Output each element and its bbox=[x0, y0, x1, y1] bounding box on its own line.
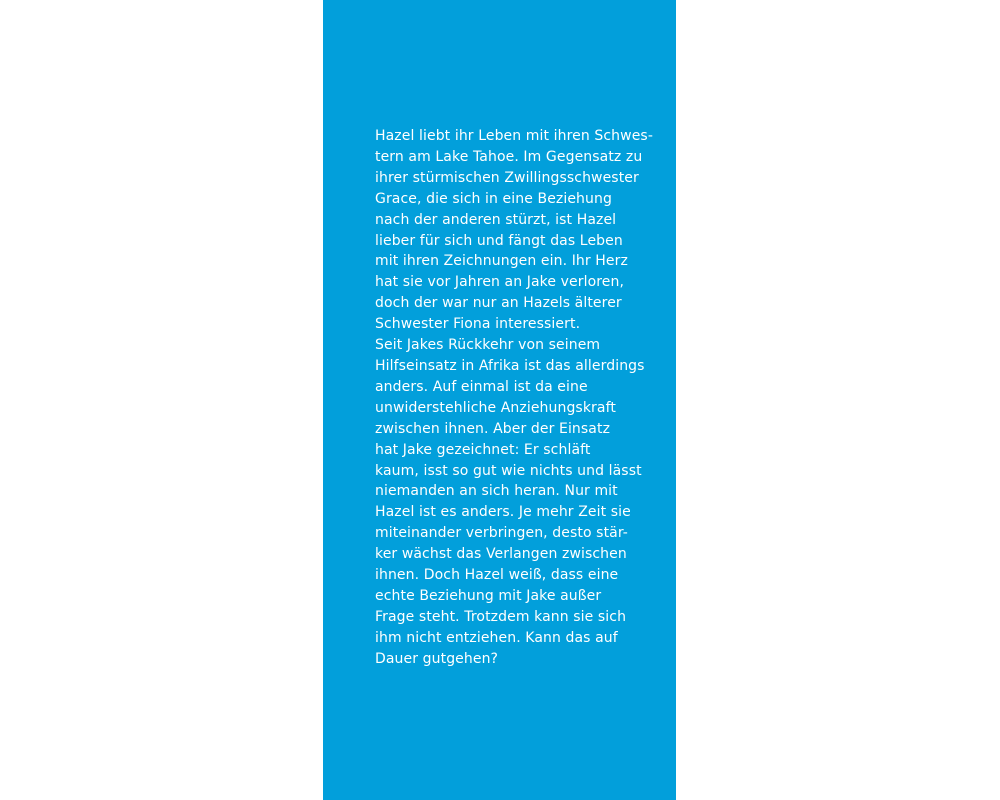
blurb-line: ihrer stürmischen Zwillingsschwester bbox=[375, 169, 639, 186]
blurb-line: Hilfseinsatz in Afrika ist das allerdings bbox=[375, 357, 645, 374]
blurb-line: Grace, die sich in eine Beziehung bbox=[375, 190, 612, 207]
blurb-line: Frage steht. Trotzdem kann sie sich bbox=[375, 608, 627, 625]
blurb-line: ihnen. Doch Hazel weiß, dass eine bbox=[375, 567, 619, 584]
blurb-line: tern am Lake Tahoe. Im Gegensatz zu bbox=[375, 148, 643, 165]
blurb-line: anders. Auf einmal ist da eine bbox=[375, 378, 588, 395]
blurb-line: echte Beziehung mit Jake außer bbox=[375, 587, 602, 604]
blurb-line: Seit Jakes Rückkehr von seinem bbox=[375, 337, 601, 354]
blurb-line: ihm nicht entziehen. Kann das auf bbox=[375, 629, 618, 646]
blurb-line: Hazel ist es anders. Je mehr Zeit sie bbox=[375, 504, 631, 521]
blurb-line: hat Jake gezeichnet: Er schläft bbox=[375, 441, 591, 458]
blurb-line: Hazel liebt ihr Leben mit ihren Schwes- bbox=[375, 128, 653, 144]
blurb-line: unwiderstehliche Anziehungskraft bbox=[375, 399, 616, 416]
blurb-line: Dauer gutgehen? bbox=[375, 650, 499, 667]
blurb-line: niemanden an sich heran. Nur mit bbox=[375, 483, 618, 500]
blurb-line: mit ihren Zeichnungen ein. Ihr Herz bbox=[375, 253, 628, 270]
blurb-line: hat sie vor Jahren an Jake verloren, bbox=[375, 274, 625, 291]
blurb-line: lieber für sich und fängt das Leben bbox=[375, 232, 623, 249]
blurb-line: kaum, isst so gut wie nichts und lässt bbox=[375, 462, 642, 479]
blurb-line: zwischen ihnen. Aber der Einsatz bbox=[375, 420, 611, 437]
blurb-line: miteinander verbringen, desto stär- bbox=[375, 525, 628, 542]
blurb-line: nach der anderen stürzt, ist Hazel bbox=[375, 211, 617, 228]
back-cover-page bbox=[323, 0, 676, 800]
blurb-line: Schwester Fiona interessiert. bbox=[375, 316, 581, 333]
blurb-line: doch der war nur an Hazels älterer bbox=[375, 295, 622, 312]
blurb-line: ker wächst das Verlangen zwischen bbox=[375, 546, 627, 563]
blurb-text bbox=[375, 126, 655, 670]
